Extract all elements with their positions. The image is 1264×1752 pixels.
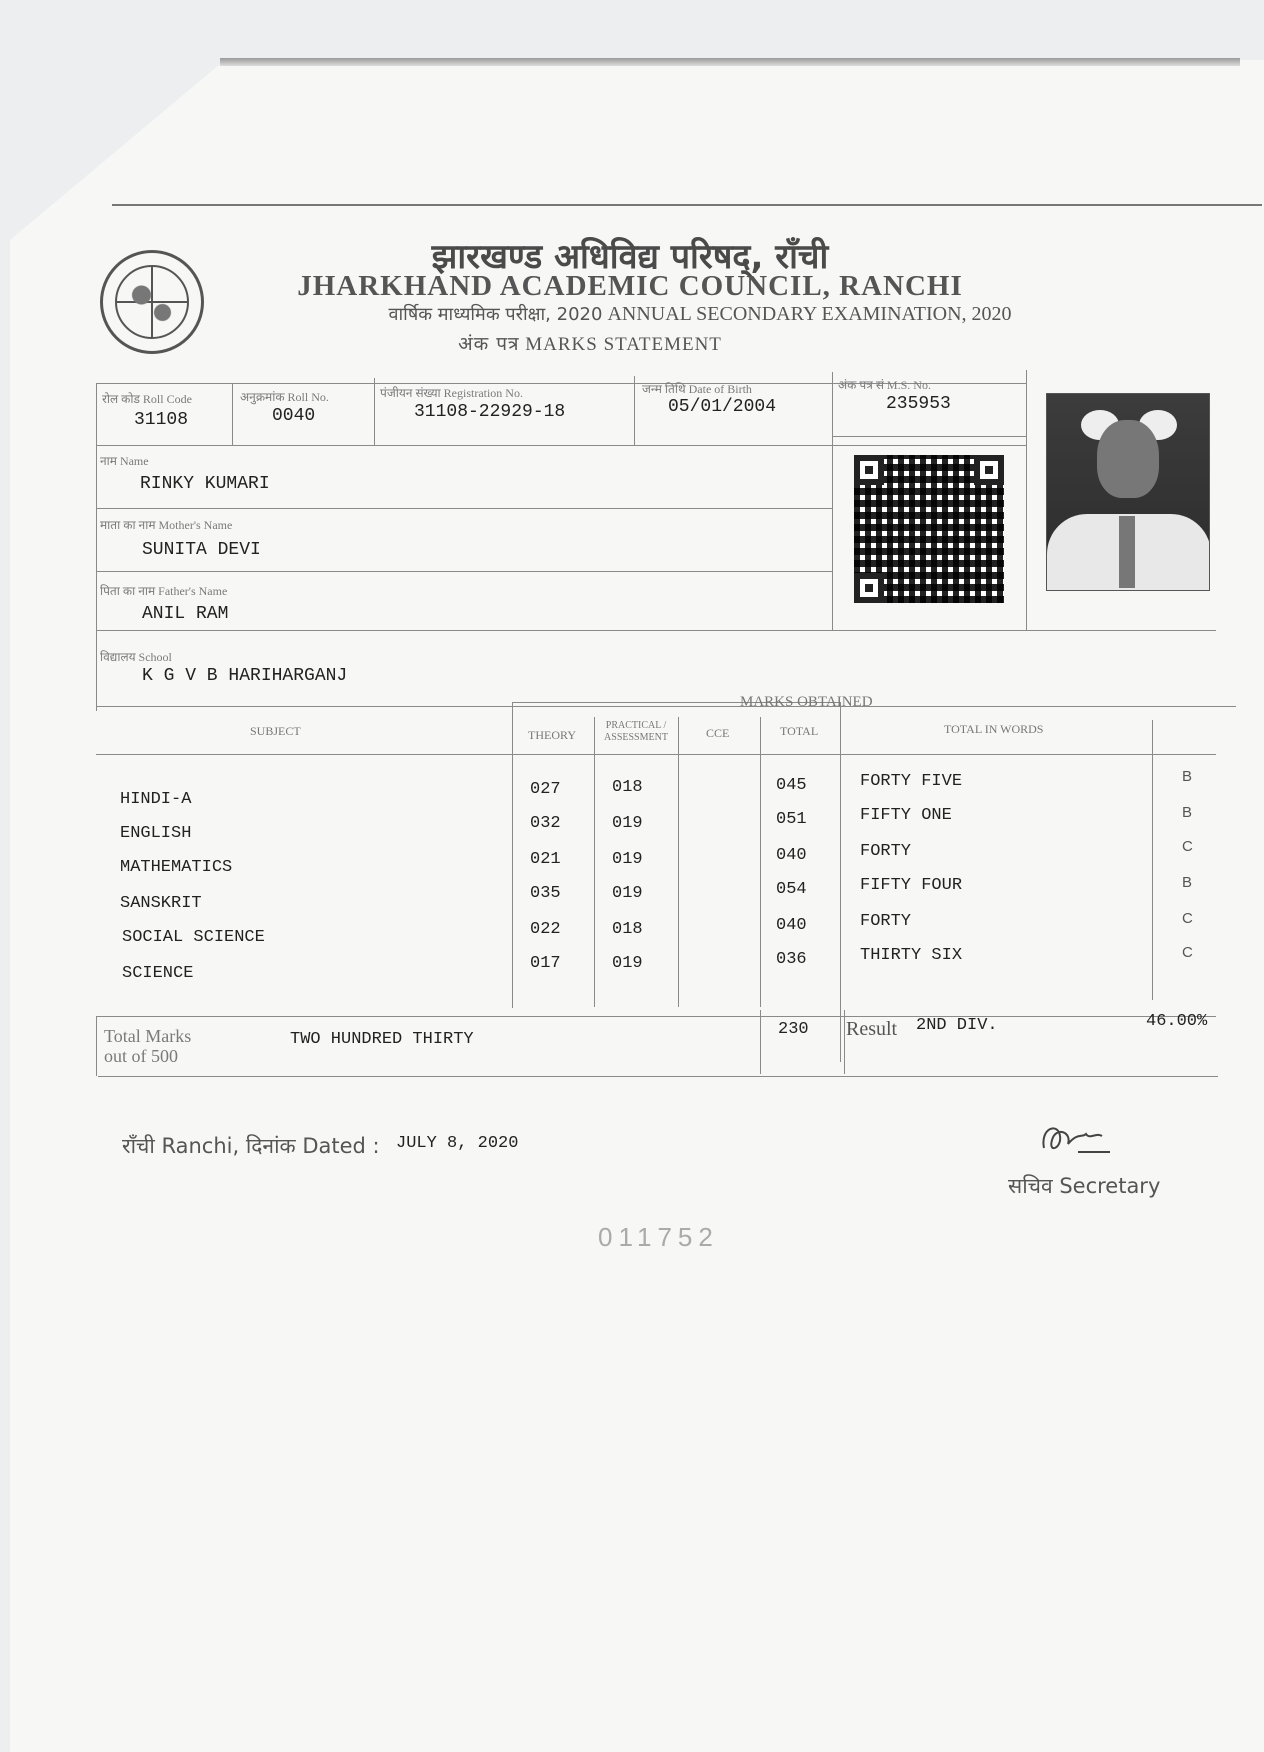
subject-cell: SANSKRIT	[120, 894, 202, 913]
qr-code-icon	[854, 455, 1004, 603]
mother-name-value: SUNITA DEVI	[142, 540, 261, 560]
result-label: Result	[846, 1018, 898, 1040]
issue-date: JULY 8, 2020	[396, 1134, 519, 1153]
grid-line	[594, 717, 595, 1007]
school-value: K G V B HARIHARGANJ	[142, 666, 348, 686]
grid-line	[840, 702, 841, 1062]
grand-total: 230	[778, 1020, 809, 1039]
grid-line	[374, 378, 375, 445]
grid-line	[98, 1076, 1218, 1077]
grid-line	[96, 630, 1216, 631]
exam-title-hindi: वार्षिक माध्यमिक परीक्षा, 2020	[388, 304, 603, 325]
total-cell: 040	[776, 916, 807, 935]
grid-line	[96, 445, 1026, 446]
theory-cell: 021	[530, 850, 561, 869]
dob-label: जन्म तिथि Date of Birth	[642, 382, 752, 396]
theory-cell: 027	[530, 780, 561, 799]
grade-cell: B	[1182, 768, 1193, 785]
total-cell: 051	[776, 810, 807, 829]
theory-cell: 017	[530, 954, 561, 973]
result-value: 2ND DIV.	[916, 1016, 998, 1035]
school-label: विद्यालय School	[100, 650, 172, 664]
words-cell: FIFTY ONE	[860, 806, 952, 825]
father-name-label: पिता का नाम Father's Name	[100, 584, 228, 598]
total-cell: 040	[776, 846, 807, 865]
total-header: TOTAL	[780, 724, 819, 738]
subject-cell: ENGLISH	[120, 824, 192, 843]
practical-header: PRACTICAL / ASSESSMENT	[604, 720, 668, 743]
total-marks-out-of: out of 500	[104, 1046, 178, 1066]
practical-cell: 019	[612, 884, 643, 903]
practical-cell: 019	[612, 850, 643, 869]
statement-title-hindi: अंक पत्र	[458, 333, 520, 355]
mother-name-label: माता का नाम Mother's Name	[100, 518, 233, 532]
ms-no-label: अंक पत्र सं M.S. No.	[838, 378, 931, 392]
grade-cell: C	[1182, 838, 1193, 855]
total-cell: 054	[776, 880, 807, 899]
grid-line	[96, 383, 97, 711]
grid-line	[96, 706, 1236, 707]
grid-line	[96, 1016, 97, 1076]
grade-cell: C	[1182, 910, 1193, 927]
grid-line	[760, 717, 761, 1007]
registration-label: पंजीयन संख्या Registration No.	[380, 386, 523, 400]
grid-line	[1026, 370, 1027, 630]
roll-no-label: अनुक्रमांक Roll No.	[240, 390, 329, 404]
secretary-signature-icon	[1038, 1118, 1118, 1158]
total-in-words-header: TOTAL IN WORDS	[944, 722, 1044, 736]
grid-line	[832, 436, 1026, 437]
registration-value: 31108-22929-18	[414, 402, 566, 422]
grid-line	[96, 571, 832, 572]
grade-cell: B	[1182, 804, 1193, 821]
place-date-label: राँची Ranchi, दिनांक Dated :	[122, 1134, 380, 1158]
practical-cell: 018	[612, 778, 643, 797]
title-english: JHARKHAND ACADEMIC COUNCIL, RANCHI	[297, 270, 963, 302]
grade-cell: B	[1182, 874, 1193, 891]
subject-cell: SCIENCE	[122, 964, 194, 983]
total-in-words: TWO HUNDRED THIRTY	[290, 1030, 474, 1049]
grid-line	[512, 702, 513, 1008]
statement-title-english: MARKS STATEMENT	[525, 334, 722, 355]
words-cell: FORTY FIVE	[860, 772, 963, 791]
grid-line	[634, 376, 635, 445]
secretary-label: सचिव Secretary	[1008, 1174, 1161, 1198]
dob-value: 05/01/2004	[668, 397, 777, 417]
student-photo	[1046, 393, 1210, 591]
percentage-value: 46.00%	[1146, 1012, 1208, 1031]
exam-title	[250, 302, 1150, 326]
words-cell: THIRTY SIX	[860, 946, 963, 965]
subject-header: SUBJECT	[250, 724, 301, 738]
words-cell: FIFTY FOUR	[860, 876, 963, 895]
total-cell: 045	[776, 776, 807, 795]
marks-obtained-header: MARKS OBTAINED	[740, 694, 873, 710]
practical-cell: 019	[612, 954, 643, 973]
words-cell: FORTY	[860, 842, 912, 861]
serial-number: 011752	[598, 1222, 719, 1252]
name-value: RINKY KUMARI	[140, 474, 270, 494]
practical-cell: 018	[612, 920, 643, 939]
grade-cell: C	[1182, 944, 1193, 961]
roll-no-value: 0040	[272, 406, 316, 426]
grid-line	[1152, 720, 1153, 1000]
page-edge	[220, 58, 1240, 66]
grid-line	[678, 717, 679, 1007]
roll-code-label: रोल कोड Roll Code	[102, 392, 192, 406]
theory-cell: 032	[530, 814, 561, 833]
theory-cell: 035	[530, 884, 561, 903]
grid-line	[96, 754, 1216, 755]
words-cell: FORTY	[860, 912, 912, 931]
exam-title-english: ANNUAL SECONDARY EXAMINATION, 2020	[607, 303, 1012, 325]
cce-header: CCE	[706, 726, 730, 740]
grid-line	[832, 372, 833, 630]
total-cell: 036	[776, 950, 807, 969]
grid-line	[96, 508, 832, 509]
father-name-value: ANIL RAM	[142, 604, 229, 624]
subject-cell: SOCIAL SCIENCE	[122, 928, 265, 947]
subject-cell: HINDI-A	[120, 790, 192, 809]
grid-line	[844, 1010, 845, 1074]
theory-cell: 022	[530, 920, 561, 939]
grid-line	[760, 1010, 761, 1074]
title-hindi: झारखण्ड अधिविद्य परिषद्, राँची	[431, 237, 829, 277]
roll-code-value: 31108	[134, 410, 189, 430]
subject-cell: MATHEMATICS	[120, 858, 233, 877]
total-marks-label: Total Marks	[104, 1026, 192, 1046]
practical-cell: 019	[612, 814, 643, 833]
top-rule	[112, 204, 1262, 206]
theory-header: THEORY	[528, 728, 576, 742]
grid-line	[232, 383, 233, 445]
ms-no-value: 235953	[886, 394, 951, 414]
grid-line	[96, 1016, 1216, 1017]
name-label: नाम Name	[100, 454, 149, 468]
statement-title	[140, 330, 1040, 356]
